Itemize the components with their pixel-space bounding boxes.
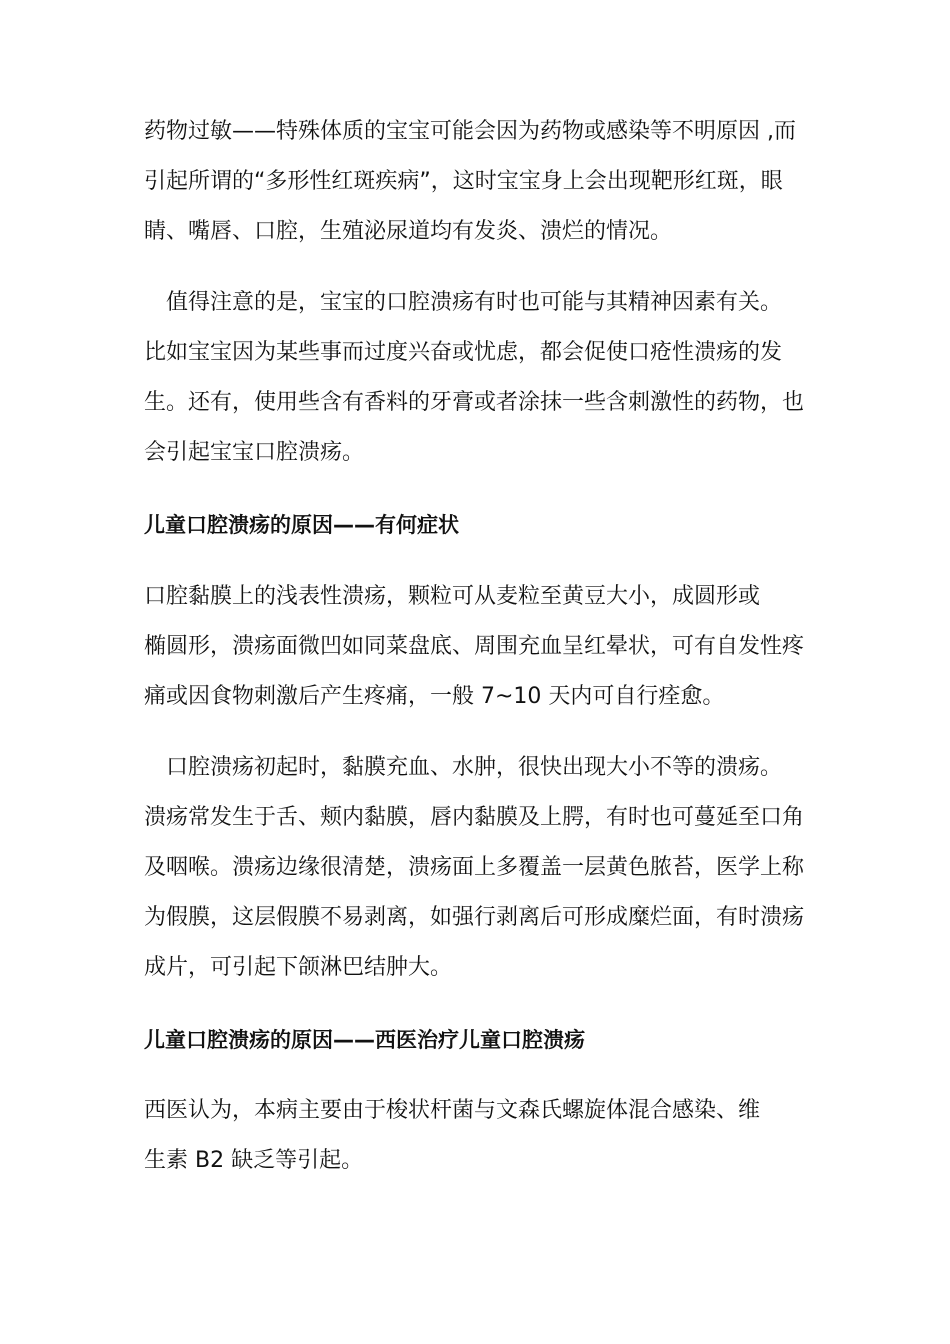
section-heading: 儿童口腔溃疡的原因——有何症状 — [144, 513, 459, 537]
body-text-line: 溃疡常发生于舌、颊内黏膜，唇内黏膜及上腭，有时也可蔓延至口角 — [144, 805, 805, 830]
body-text-line: 引起所谓的“多形性红斑疾病”，这时宝宝身上会出现靶形红斑，眼 — [144, 169, 783, 194]
body-text-line: 睛、嘴唇、口腔，生殖泌尿道均有发炎、溃烂的情况。 — [144, 219, 673, 244]
body-text-line: 比如宝宝因为某些事而过度兴奋或忧虑，都会促使口疮性溃疡的发 — [144, 340, 783, 365]
body-text-line: 值得注意的是，宝宝的口腔溃疡有时也可能与其精神因素有关。 — [144, 290, 783, 315]
body-text-line: 生素 B2 缺乏等引起。 — [144, 1148, 364, 1173]
body-text-line: 药物过敏——特殊体质的宝宝可能会因为药物或感染等不明原因 ,而 — [144, 119, 796, 144]
body-text-line: 口腔黏膜上的浅表性溃疡，颗粒可从麦粒至黄豆大小，成圆形或 — [144, 584, 761, 609]
body-text-line: 西医认为，本病主要由于梭状杆菌与文森氏螺旋体混合感染、维 — [144, 1098, 761, 1123]
body-text-line: 痛或因食物刺激后产生疼痛，一般 7~10 天内可自行痊愈。 — [144, 684, 725, 709]
body-text-line: 成片，可引起下颌淋巴结肿大。 — [144, 955, 453, 980]
body-text-line: 及咽喉。溃疡边缘很清楚，溃疡面上多覆盖一层黄色脓苔，医学上称 — [144, 855, 805, 880]
body-text-line: 椭圆形，溃疡面微凹如同菜盘底、周围充血呈红晕状，可有自发性疼 — [144, 634, 805, 659]
body-text-line: 为假膜，这层假膜不易剥离，如强行剥离后可形成糜烂面，有时溃疡 — [144, 905, 805, 930]
section-heading: 儿童口腔溃疡的原因——西医治疗儿童口腔溃疡 — [144, 1028, 585, 1052]
body-text-line: 口腔溃疡初起时，黏膜充血、水肿，很快出现大小不等的溃疡。 — [144, 755, 783, 780]
body-text-line: 会引起宝宝口腔溃疡。 — [144, 440, 365, 465]
body-text-line: 生。还有，使用些含有香料的牙膏或者涂抹一些含刺激性的药物，也 — [144, 390, 805, 415]
